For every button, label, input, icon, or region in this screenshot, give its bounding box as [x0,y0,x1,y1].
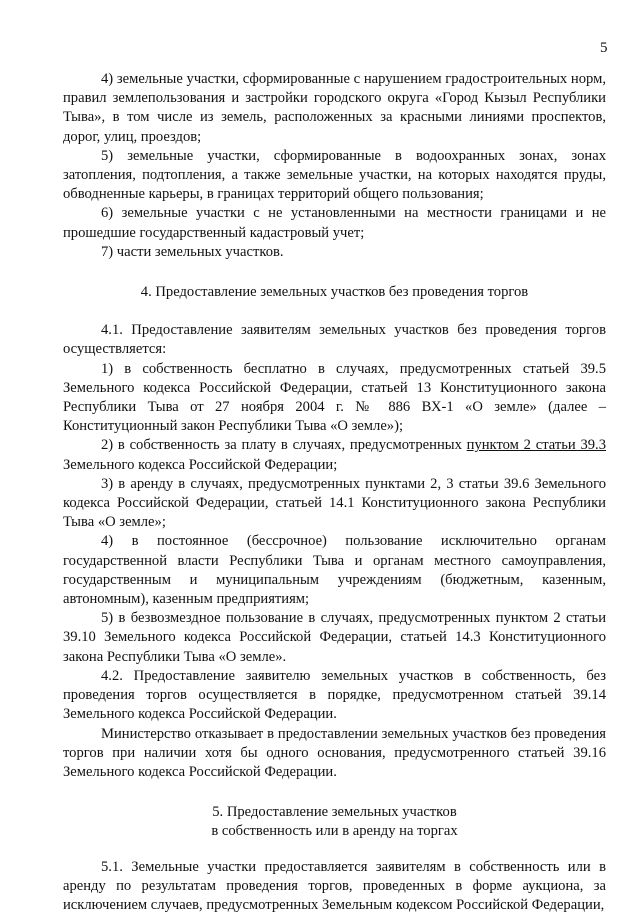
paragraph-item-4: 4) земельные участки, сформированные с нарушением градостроительных норм, правил землепользования и застройки городского округа «Город Кызыл Республики Тыва», в том числе из земель, расположенных за красными линиями проспектов, дорог, улиц, проездов; [63,71,606,145]
paragraph-5-1: 5.1. Земельные участки предоставляется заявителям в собственность или в аренду по результатам проведения торгов, проведенных в форме аукциона, за исключением случаев, предусмотренных Земельным кодексом Российской Федерации, [63,858,606,913]
paragraph-4-1-item-5: 5) в безвозмездное пользование в случаях, предусмотренных пунктом 2 статьи 39.10 Земельного кодекса Российской Федерации, статьей 14.3 Конституционного закона Республики Тыва «О земле». [63,610,606,665]
paragraph-4-1-item-4: 4) в постоянное (бессрочное) пользование исключительно органам государственной власти Республики Тыва и органам местного самоуправления, государственным и муниципальным учреждениям (бюджетным, казенным, автономным), казенным предприятиям; [63,533,606,608]
section-5-heading-line-2: в собственность или в аренду на торгах [211,823,458,840]
paragraph-4-1-item-3: 3) в аренду в случаях, предусмотренных пунктами 2, 3 статьи 39.6 Земельного кодекса Российской Федерации, статьей 14.1 Конституционного закона Республики Тыва «О земле»; [63,475,606,531]
paragraph-4-1: 4.1. Предоставление заявителям земельных участков без проведения торгов осуществляется: [63,322,606,358]
document-body [63,70,606,915]
paragraph-text: 2) в собственность за плату в случаях, предусмотренных [101,437,467,454]
section-5-heading [63,803,606,841]
paragraph-4-1-item-2 [63,436,606,474]
section-4-heading: 4. Предоставление земельных участков без проведения торгов [140,284,529,301]
paragraph-text: Земельного кодекса Российской Федерации; [63,456,338,473]
paragraph-4-2: 4.2. Предоставление заявителю земельных участков в собственность, без проведения торгов осуществляется в порядке, предусмотренном статьей 39.14 Земельного кодекса Российской Федерации. [63,667,606,723]
paragraph-refusal: Министерство отказывает в предоставлении земельных участков без проведения торгов при наличии хотя бы одного основания, предусмотренного статьей 39.16 Земельного кодекса Российской Федерации. [63,725,606,780]
paragraph-item-7: 7) части земельных участков. [101,243,284,260]
paragraph-4-1-item-1: 1) в собственность бесплатно в случаях, предусмотренных статьей 39.5 Земельного кодекса Российской Федерации, статьей 13 Конституционного закона Республики Тыва от 27 ноября 2004 г. № 886 ВХ-1 «О земле» (далее – Конституционный закон Республики Тыва «О земле»); [63,360,606,435]
paragraph-item-5: 5) земельные участки, сформированные в водоохранных зонах, зонах затопления, подтопления, а также земельные участки, на которых находятся пруды, обводненные карьеры, в границах территорий общего пользования; [63,147,606,203]
section-5-heading-line-1: 5. Предоставление земельных участков [212,804,457,821]
article-39-3-link[interactable]: пунктом 2 статьи 39.3 [466,437,607,454]
page-number: 5 [600,40,608,56]
paragraph-item-6: 6) земельные участки с не установленными на местности границами и не прошедшие государственный кадастровый учет; [63,205,606,241]
